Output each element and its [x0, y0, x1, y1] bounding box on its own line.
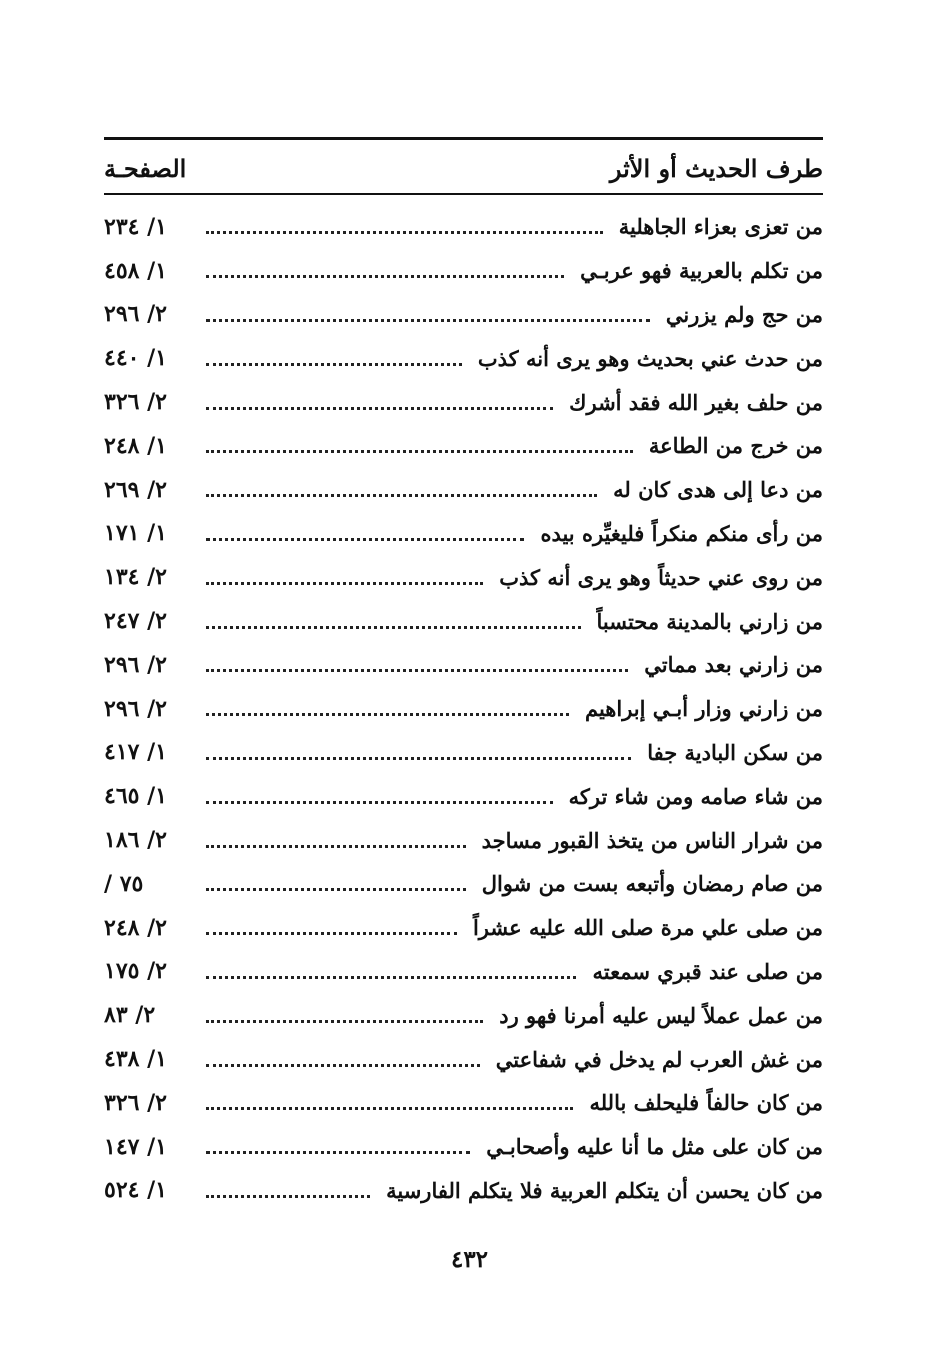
index-row	[104, 1125, 823, 1169]
page-reference: ١/ ٢٣٤	[104, 213, 167, 240]
page-reference: ١/ ٤١٧	[104, 739, 167, 766]
dot-leader	[206, 801, 553, 804]
dot-leader	[206, 888, 466, 891]
index-row	[104, 906, 823, 950]
header-bottom-rule	[104, 193, 823, 195]
index-row	[104, 424, 823, 468]
dot-leader	[206, 1195, 370, 1198]
page-reference: ١/ ٤٣٨	[104, 1046, 167, 1073]
index-row	[104, 993, 823, 1037]
index-row	[104, 336, 823, 380]
index-row	[104, 1169, 823, 1213]
page-reference: ٢/ ٢٩٦	[104, 301, 167, 328]
dot-leader	[206, 1107, 573, 1110]
page-reference: ٢/ ١٨٦	[104, 827, 167, 854]
page-reference: ١/ ١٤٧	[104, 1133, 167, 1160]
hadith-text: من خرج من الطاعة	[648, 433, 823, 459]
hadith-text: من زارني بالمدينة محتسباً	[596, 608, 823, 634]
page-reference: ١/ ٥٢٤	[104, 1177, 167, 1204]
index-row	[104, 380, 823, 424]
dot-leader	[206, 845, 466, 848]
hadith-text: من عمل عملاً ليس عليه أمرنا فهو رد	[499, 1002, 823, 1028]
column-header-hadith: طرف الحديث أو الأثر	[609, 154, 823, 183]
dot-leader	[206, 407, 553, 410]
dot-leader	[206, 1020, 483, 1023]
hadith-text: من شاء صامه ومن شاء تركه	[568, 783, 823, 809]
index-row	[104, 249, 823, 293]
hadith-text: من كان حالفاً فليحلف بالله	[589, 1090, 823, 1116]
index-row	[104, 468, 823, 512]
dot-leader	[206, 757, 631, 760]
index-row	[104, 599, 823, 643]
index-row	[104, 512, 823, 556]
dot-leader	[206, 538, 524, 541]
dot-leader	[206, 976, 576, 979]
index-row	[104, 643, 823, 687]
dot-leader	[206, 231, 603, 234]
hadith-text: من كان على مثل ما أنا عليه وأصحابـي	[486, 1134, 823, 1160]
index-row	[104, 1081, 823, 1125]
page-reference: / ٧٥	[104, 870, 144, 897]
index-row	[104, 555, 823, 599]
hadith-text: من كان يحسن أن يتكلم العربية فلا يتكلم الفارسية	[386, 1177, 823, 1203]
page-reference: ١/ ٢٤٨	[104, 432, 167, 459]
index-entries	[104, 205, 823, 1212]
index-row	[104, 293, 823, 337]
hadith-text: من صام رمضان وأتبعه بست من شوال	[481, 871, 823, 897]
hadith-text: من تعزى بعزاء الجاهلية	[618, 214, 823, 240]
hadith-text: من حدث عني بحديث وهو يرى أنه كذب	[477, 345, 823, 371]
hadith-text: من صلى علي مرة صلى الله عليه عشراً	[472, 915, 823, 941]
index-row	[104, 731, 823, 775]
page-reference: ٢/ ٣٢٦	[104, 389, 167, 416]
index-row	[104, 862, 823, 906]
page-reference: ٢/ ٢٩٦	[104, 695, 167, 722]
index-row	[104, 774, 823, 818]
page-reference: ١/ ٤٥٨	[104, 257, 167, 284]
page-reference: ٢/ ٢٤٧	[104, 608, 167, 635]
page-reference: ٢/ ٢٤٨	[104, 914, 167, 941]
hadith-text: من زارني بعد مماتي	[644, 652, 823, 678]
hadith-text: من سكن البادية جفا	[647, 739, 823, 765]
index-row	[104, 950, 823, 994]
dot-leader	[206, 1151, 470, 1154]
hadith-text: من حلف بغير الله فقد أشرك	[569, 389, 823, 415]
dot-leader	[206, 275, 564, 278]
index-row	[104, 818, 823, 862]
dot-leader	[206, 450, 633, 453]
dot-leader	[206, 363, 462, 366]
page-reference: ١/ ١٧١	[104, 520, 167, 547]
column-header-page: الصفحـة	[104, 154, 187, 183]
hadith-text: من شرار الناس من يتخذ القبور مساجد	[481, 827, 823, 853]
dot-leader	[206, 494, 597, 497]
page-reference: ٢/ ١٧٥	[104, 958, 167, 985]
hadith-text: من دعا إلى هدى كان له	[613, 477, 823, 503]
dot-leader	[206, 626, 581, 629]
hadith-text: من غش العرب لم يدخل في شفاعتي	[495, 1046, 823, 1072]
index-row	[104, 1037, 823, 1081]
page-reference: ١/ ٤٤٠	[104, 345, 167, 372]
dot-leader	[206, 582, 483, 585]
dot-leader	[206, 932, 457, 935]
page-number: ٤٣٢	[450, 1246, 489, 1273]
hadith-text: من صلى عند قبري سمعته	[592, 958, 823, 984]
hadith-text: من زارني وزار أبـي إبراهيم	[584, 696, 823, 722]
hadith-text: من روى عني حديثاً وهو يرى أنه كذب	[499, 564, 823, 590]
dot-leader	[206, 319, 650, 322]
hadith-text: من حج ولم يزرني	[665, 301, 823, 327]
page-reference: ٢/ ٨٣	[104, 1002, 156, 1029]
index-row	[104, 205, 823, 249]
hadith-text: من تكلم بالعربية فهو عربـي	[580, 258, 823, 284]
page-reference: ٢/ ٢٦٩	[104, 476, 167, 503]
page-reference: ٢/ ١٣٤	[104, 564, 167, 591]
index-row	[104, 687, 823, 731]
dot-leader	[206, 1064, 480, 1067]
table-header	[104, 146, 823, 190]
dot-leader	[206, 669, 628, 672]
dot-leader	[206, 713, 569, 716]
hadith-text: من رأى منكم منكراً فليغيِّره بيده	[540, 520, 823, 546]
page-reference: ٢/ ٢٩٦	[104, 651, 167, 678]
page-reference: ١/ ٤٦٥	[104, 783, 167, 810]
page-reference: ٢/ ٣٢٦	[104, 1089, 167, 1116]
header-top-rule	[104, 137, 823, 140]
